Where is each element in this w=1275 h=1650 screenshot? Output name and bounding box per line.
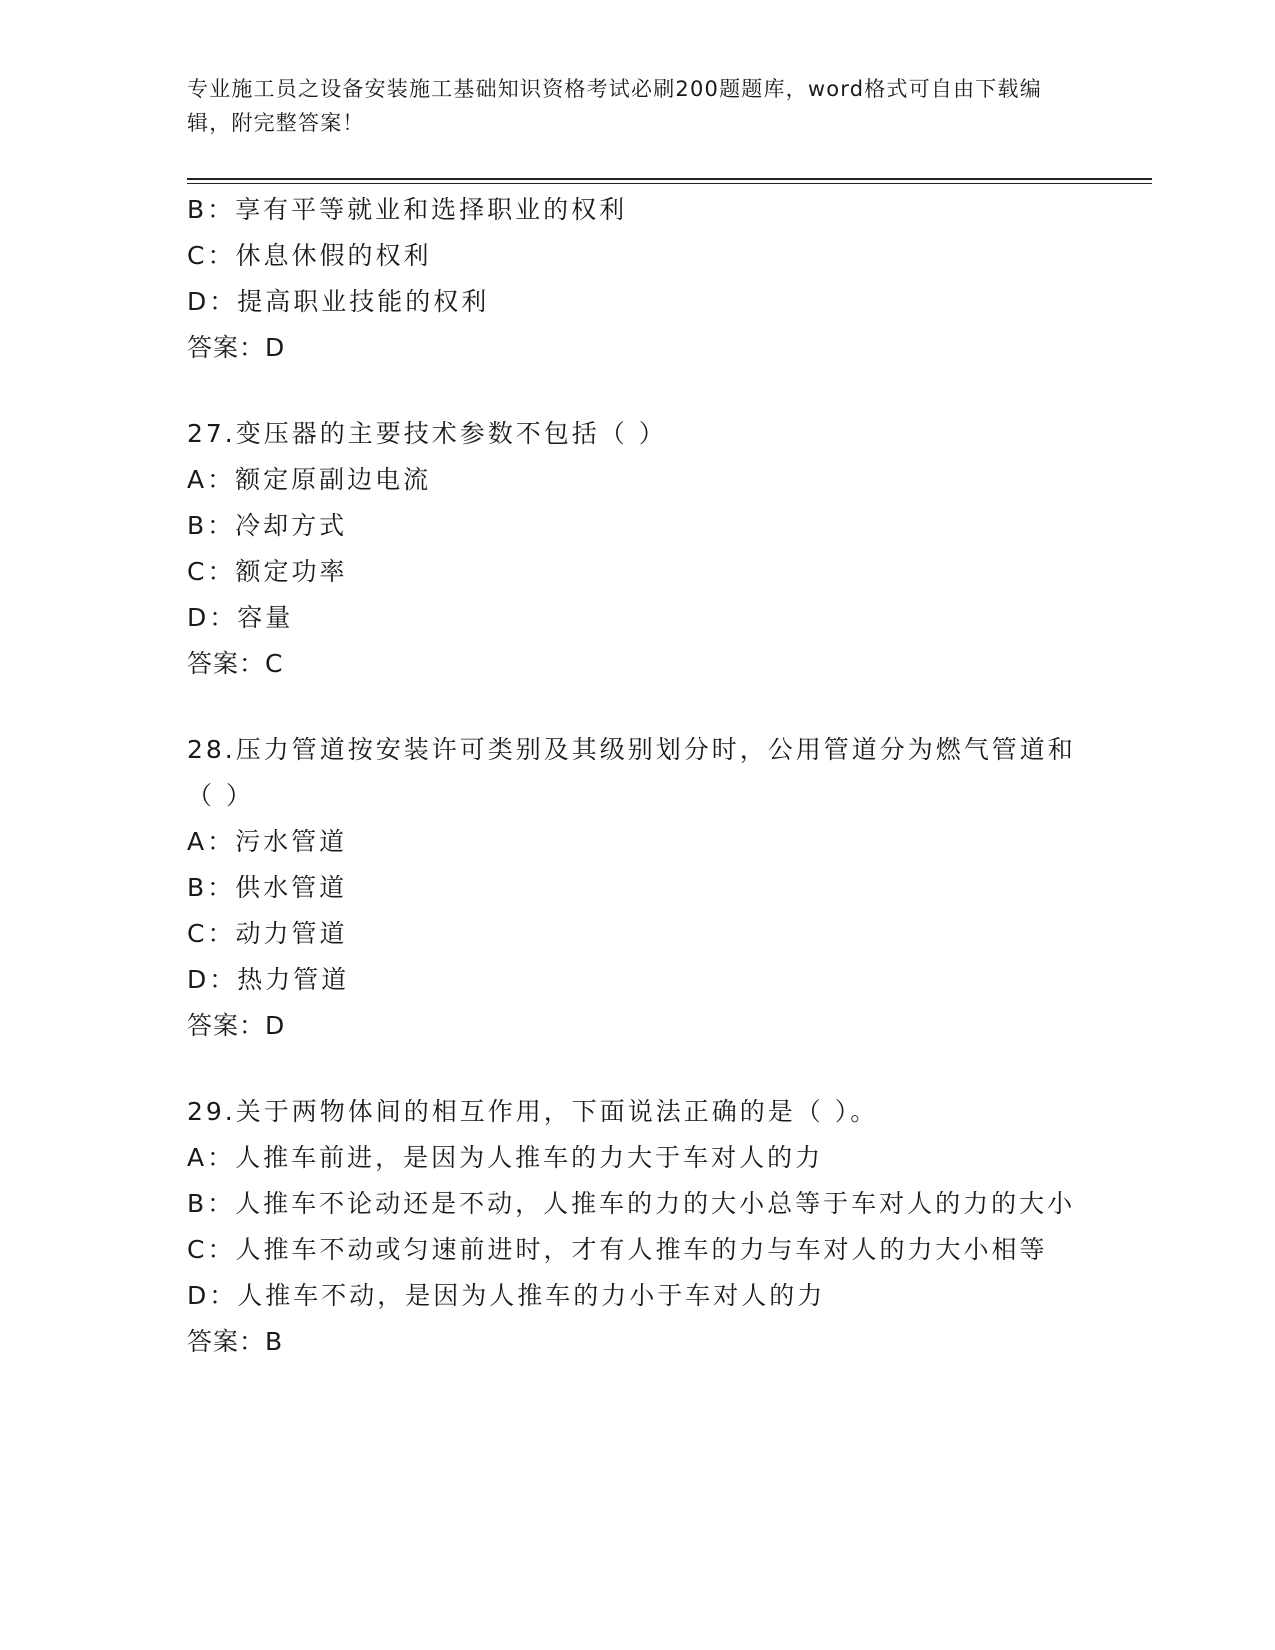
option-d: D：热力管道 [187,965,350,994]
question-title: 27.变压器的主要技术参数不包括（ ） [187,419,667,448]
option-b: B：享有平等就业和选择职业的权利 [187,195,628,224]
answer: 答案：C [187,649,284,678]
spacer [187,1049,1087,1089]
option-c: C：动力管道 [187,919,348,948]
option-d: D：人推车不动，是因为人推车的力小于车对人的力 [187,1281,826,1310]
option-a: A：污水管道 [187,827,348,856]
option-b: B：冷却方式 [187,511,348,540]
document-header: 专业施工员之设备安装施工基础知识资格考试必刷200题题库，word格式可自由下载编辑，附完整答案！ [187,77,1042,135]
option-b: B：供水管道 [187,873,348,902]
header-rule-thin [187,183,1152,184]
header-rule-thick [187,178,1152,180]
option-a: A：人推车前进，是因为人推车的力大于车对人的力 [187,1143,824,1172]
option-c: C：人推车不动或匀速前进时，才有人推车的力与车对人的力大小相等 [187,1235,1048,1264]
option-a: A：额定原副边电流 [187,465,432,494]
option-c: C：额定功率 [187,557,348,586]
answer: 答案：D [187,1011,286,1040]
option-d: D：提高职业技能的权利 [187,287,490,316]
answer: 答案：D [187,333,286,362]
option-c: C：休息休假的权利 [187,241,432,270]
answer: 答案：B [187,1327,284,1356]
question-content [187,187,1087,1365]
option-d: D：容量 [187,603,294,632]
spacer [187,687,1087,727]
spacer [187,371,1087,411]
question-title: 28.压力管道按安装许可类别及其级别划分时，公用管道分为燃气管道和（ ） [187,735,1076,810]
option-b: B：人推车不论动还是不动，人推车的力的大小总等于车对人的力的大小 [187,1189,1076,1218]
question-title: 29.关于两物体间的相互作用，下面说法正确的是（ ）。 [187,1097,879,1126]
